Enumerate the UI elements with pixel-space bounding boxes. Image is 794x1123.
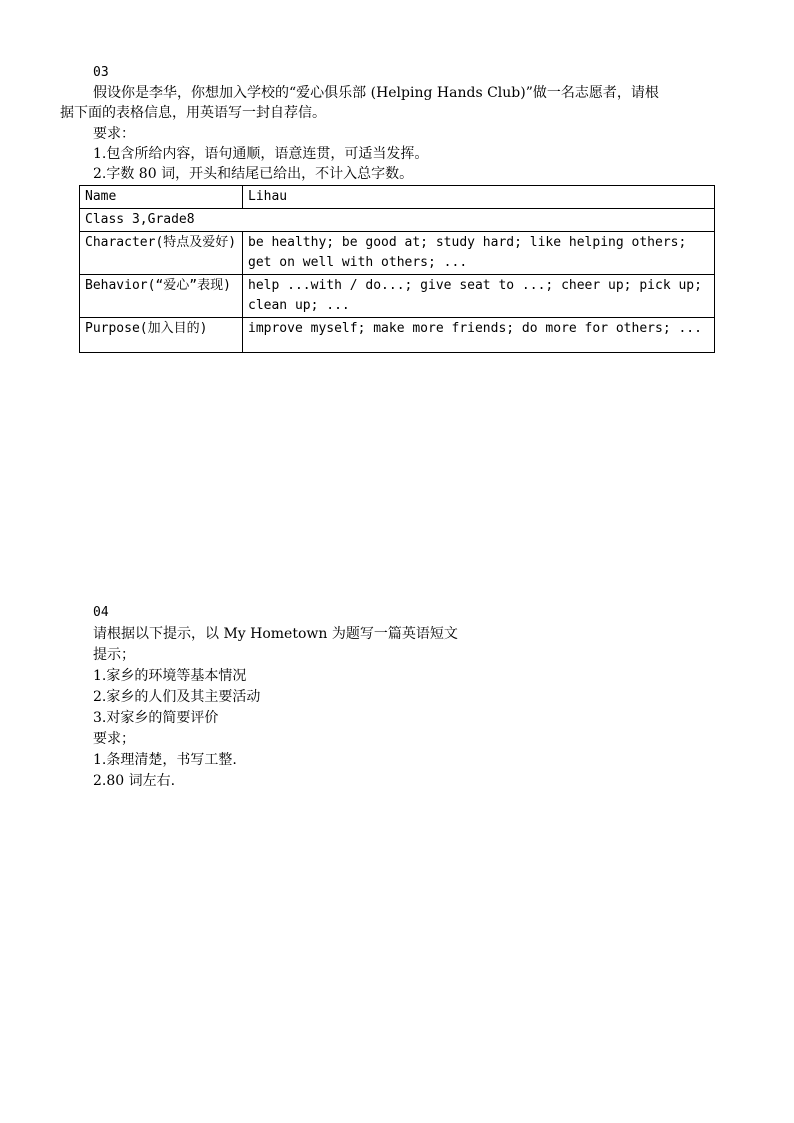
requirement-item-2: 2.字数 80 词，开头和结尾已给出，不计入总字数。 — [93, 166, 414, 182]
hint-item-1: 1.家乡的环境等基本情况 — [93, 668, 247, 684]
question-number-03: 03 — [93, 65, 109, 80]
character-value: be healthy; be good at; study hard; like helping others; get on well with others; ... — [243, 232, 715, 275]
behavior-value: help ...with / do...; give seat to ...; cheer up; pick up; clean up; ... — [243, 275, 715, 318]
purpose-value: improve myself; make more friends; do more for others; ... — [243, 318, 715, 353]
name-value: Lihau — [243, 186, 715, 209]
table-row — [80, 186, 715, 209]
name-label: Name — [80, 186, 243, 209]
question-number-04: 04 — [93, 605, 109, 620]
info-table — [79, 185, 715, 353]
requirement-item-2-2: 2.80 词左右. — [93, 773, 176, 789]
table-row — [80, 318, 715, 353]
requirement-item-2-1: 1.条理清楚，书写工整. — [93, 752, 237, 768]
table-row — [80, 232, 715, 275]
table-row — [80, 275, 715, 318]
question-prompt: 请根据以下提示，以 My Hometown 为题写一篇英语短文 — [93, 626, 458, 642]
class-cell: Class 3,Grade8 — [80, 209, 715, 232]
requirement-item-1: 1.包含所给内容，语句通顺，语意连贯，可适当发挥。 — [93, 146, 429, 162]
behavior-label: Behavior(“爱心”表现) — [80, 275, 243, 318]
hint-item-3: 3.对家乡的简要评价 — [93, 710, 219, 726]
requirements-title-2: 要求； — [93, 731, 135, 747]
character-label: Character(特点及爱好) — [80, 232, 243, 275]
hint-item-2: 2.家乡的人们及其主要活动 — [93, 689, 261, 705]
table-row — [80, 209, 715, 232]
requirements-title: 要求： — [93, 126, 135, 142]
question-prompt-line2: 据下面的表格信息，用英语写一封自荐信。 — [60, 105, 326, 121]
question-prompt-line1: 假设你是李华，你想加入学校的“爱心俱乐部 (Helping Hands Club)”做一名志愿者，请根 — [93, 85, 659, 101]
purpose-label: Purpose(加入目的) — [80, 318, 243, 353]
hints-title: 提示； — [93, 647, 135, 663]
